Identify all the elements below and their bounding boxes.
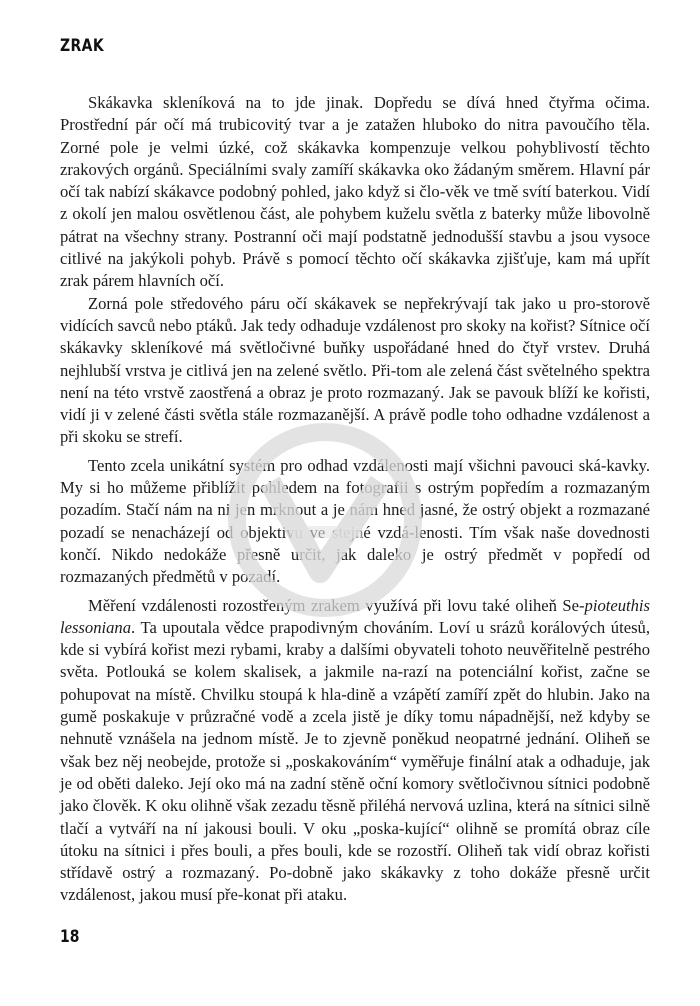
text-line: dobně jako skákavky z toho dokáže přesně určit vzdálenost, jakou musí pře-: [60, 863, 650, 905]
text-line: věk ve tmě svítí baterkou. Vidí z okolí jen malou osvětlenou část, ale pohybem: [60, 182, 650, 224]
text-line: vodě a zcela jistě je díky tomu nápadnější, než kdyby se nehnutě vznášela na: [60, 707, 650, 749]
text-line: storově vidících savců nebo ptáků. Jak tedy odhaduje vzdálenost pro skoky: [60, 293, 650, 335]
paragraph-4: [60, 595, 650, 907]
text-line: Prostřední pár očí má trubicovitý tvar a je zatažen hluboko do nitra pavoučího: [60, 115, 615, 135]
text-line: ostrý objekt a rozmazané pozadí se nenacházejí od objektivu ve stejné vzdá-: [60, 500, 651, 542]
species-name: pioteuthis lessoniana: [60, 595, 650, 637]
text-line: kde se rozostří. Oliheň tak vidí obraz kořisti střídavě ostrý a rozmazaný. Po-: [60, 840, 651, 883]
text-line: mají podstatně jednodušší stavbu a jsou vysoce citlivé na jakýkoli pohyb. Právě: [60, 226, 650, 269]
text-line: korálových útesů, kde si vybírá kořist mezi rybami, kraby a dalšími obyvateli: [60, 617, 650, 660]
text-line: a rozmazaným pozadím. Stačí nám na ni jen mrknout a je nám hned jasné, že: [60, 478, 650, 520]
text-line: těla. Zorné pole je velmi úzké, což skákavka kompenzuje velkou pohyblivostí: [60, 115, 650, 157]
text-line: pioteuthis lessoniana. Ta upoutala vědce prapodivným chováním. Loví u srázů: [60, 595, 650, 637]
text-line: Skákavka skleníková na to jde jinak. Dopředu se dívá hned čtyřma očima.: [88, 93, 650, 112]
text-line: hned do čtyř vrstev. Druhá nejhlubší vrstva je citlivá jen na zelené světlo. Při-: [60, 338, 650, 380]
text-line: Měření vzdálenosti rozostřeným zrakem využívá při lovu také oliheň Se-: [88, 595, 585, 615]
paragraph-1: [60, 92, 650, 293]
text-line: směrem. Hlavní pár očí tak nabízí skákavce podobný pohled, jako když si člo-: [60, 159, 651, 202]
running-header: ZRAK: [60, 36, 105, 56]
text-line: konat při ataku.: [243, 885, 348, 905]
text-line: s pomocí těchto očí skákavka zjišťuje, kam má upřít zrak párem hlavních očí.: [60, 249, 650, 291]
text-line: lenosti. Tím však naše dovednosti končí. Nikdo nedokáže přesně určit, jak: [60, 522, 651, 564]
text-line: tohoto neuvěřitelně pestrého světa. Potlouká se kolem skalisek, a jakmile na-: [60, 640, 650, 682]
text-line: na kořist? Sítnice očí skákavky skleníkové má světločivné buňky uspořádané: [60, 315, 650, 358]
text-line: tom ale zelená část světelného spektra není na této vrstvě zaostřená a obraz je: [60, 360, 650, 402]
text-line: kuželu světla z baterky může libovolně pátrat na všechny strany. Postranní oči: [60, 204, 650, 246]
page-number: 18: [60, 927, 80, 947]
paragraph-3: [60, 455, 650, 589]
text-line: Zorná pole středového páru očí skákavek se nepřekrývají tak jako u pro-: [88, 293, 602, 313]
text-line: proto rozmazaný. Jak se pavouk blíží ke kořisti, vidí ji v zelené části světla stále: [60, 382, 650, 425]
text-line: daleko je ostrý předmět v popředí od rozmazaných předmětů v pozadí.: [60, 544, 651, 587]
text-line: něj neobejde, protože si „poskakováním“ vyměřuje finální atak a odhaduje,: [122, 751, 626, 771]
text-line: jednom místě. Je to zjevně poněkud neopatrné jednání. Oliheň se však bez: [60, 729, 651, 771]
text-line: kující“ olihně se promítá obraz cíle útoku na sítnici i přes bouli, a přes bouli,: [60, 818, 651, 860]
text-line: razí na potenciální kořist, začne se pohupovat na místě. Chvilku stoupá k hla-: [60, 662, 650, 704]
text-line: jak je od oběti daleko. Její oko má na zadní stěně oční komory světločivnou: [60, 751, 651, 793]
paragraph-2: [60, 293, 650, 449]
text-line: těchto zrakových orgánů. Speciálními svaly zamíří skákavka oko žádaným: [60, 137, 650, 179]
text-line: uzlina, která na sítnici silně tlačí a vytváří na ní jakousi bouli. V oku „poska-: [60, 796, 651, 838]
article-body: [60, 92, 650, 907]
text-line: kavky. My si ho můžeme přiblížit pohledem na fotografii s ostrým popředím: [60, 455, 650, 498]
text-line: sítnici podobně jako člověk. K oku olihně však zezadu těsně přiléhá nervová: [60, 773, 651, 816]
text-line: rozmazanější. A právě podle toho odhadne vzdálenost a při skoku se strefí.: [60, 405, 650, 447]
text-line: Tento zcela unikátní systém pro odhad vzdálenosti mají všichni pavouci ská-: [88, 455, 607, 475]
text-line: dině a vzápětí zamíří zpět do hlubin. Jako na gumě poskakuje v průzračné: [60, 684, 650, 727]
